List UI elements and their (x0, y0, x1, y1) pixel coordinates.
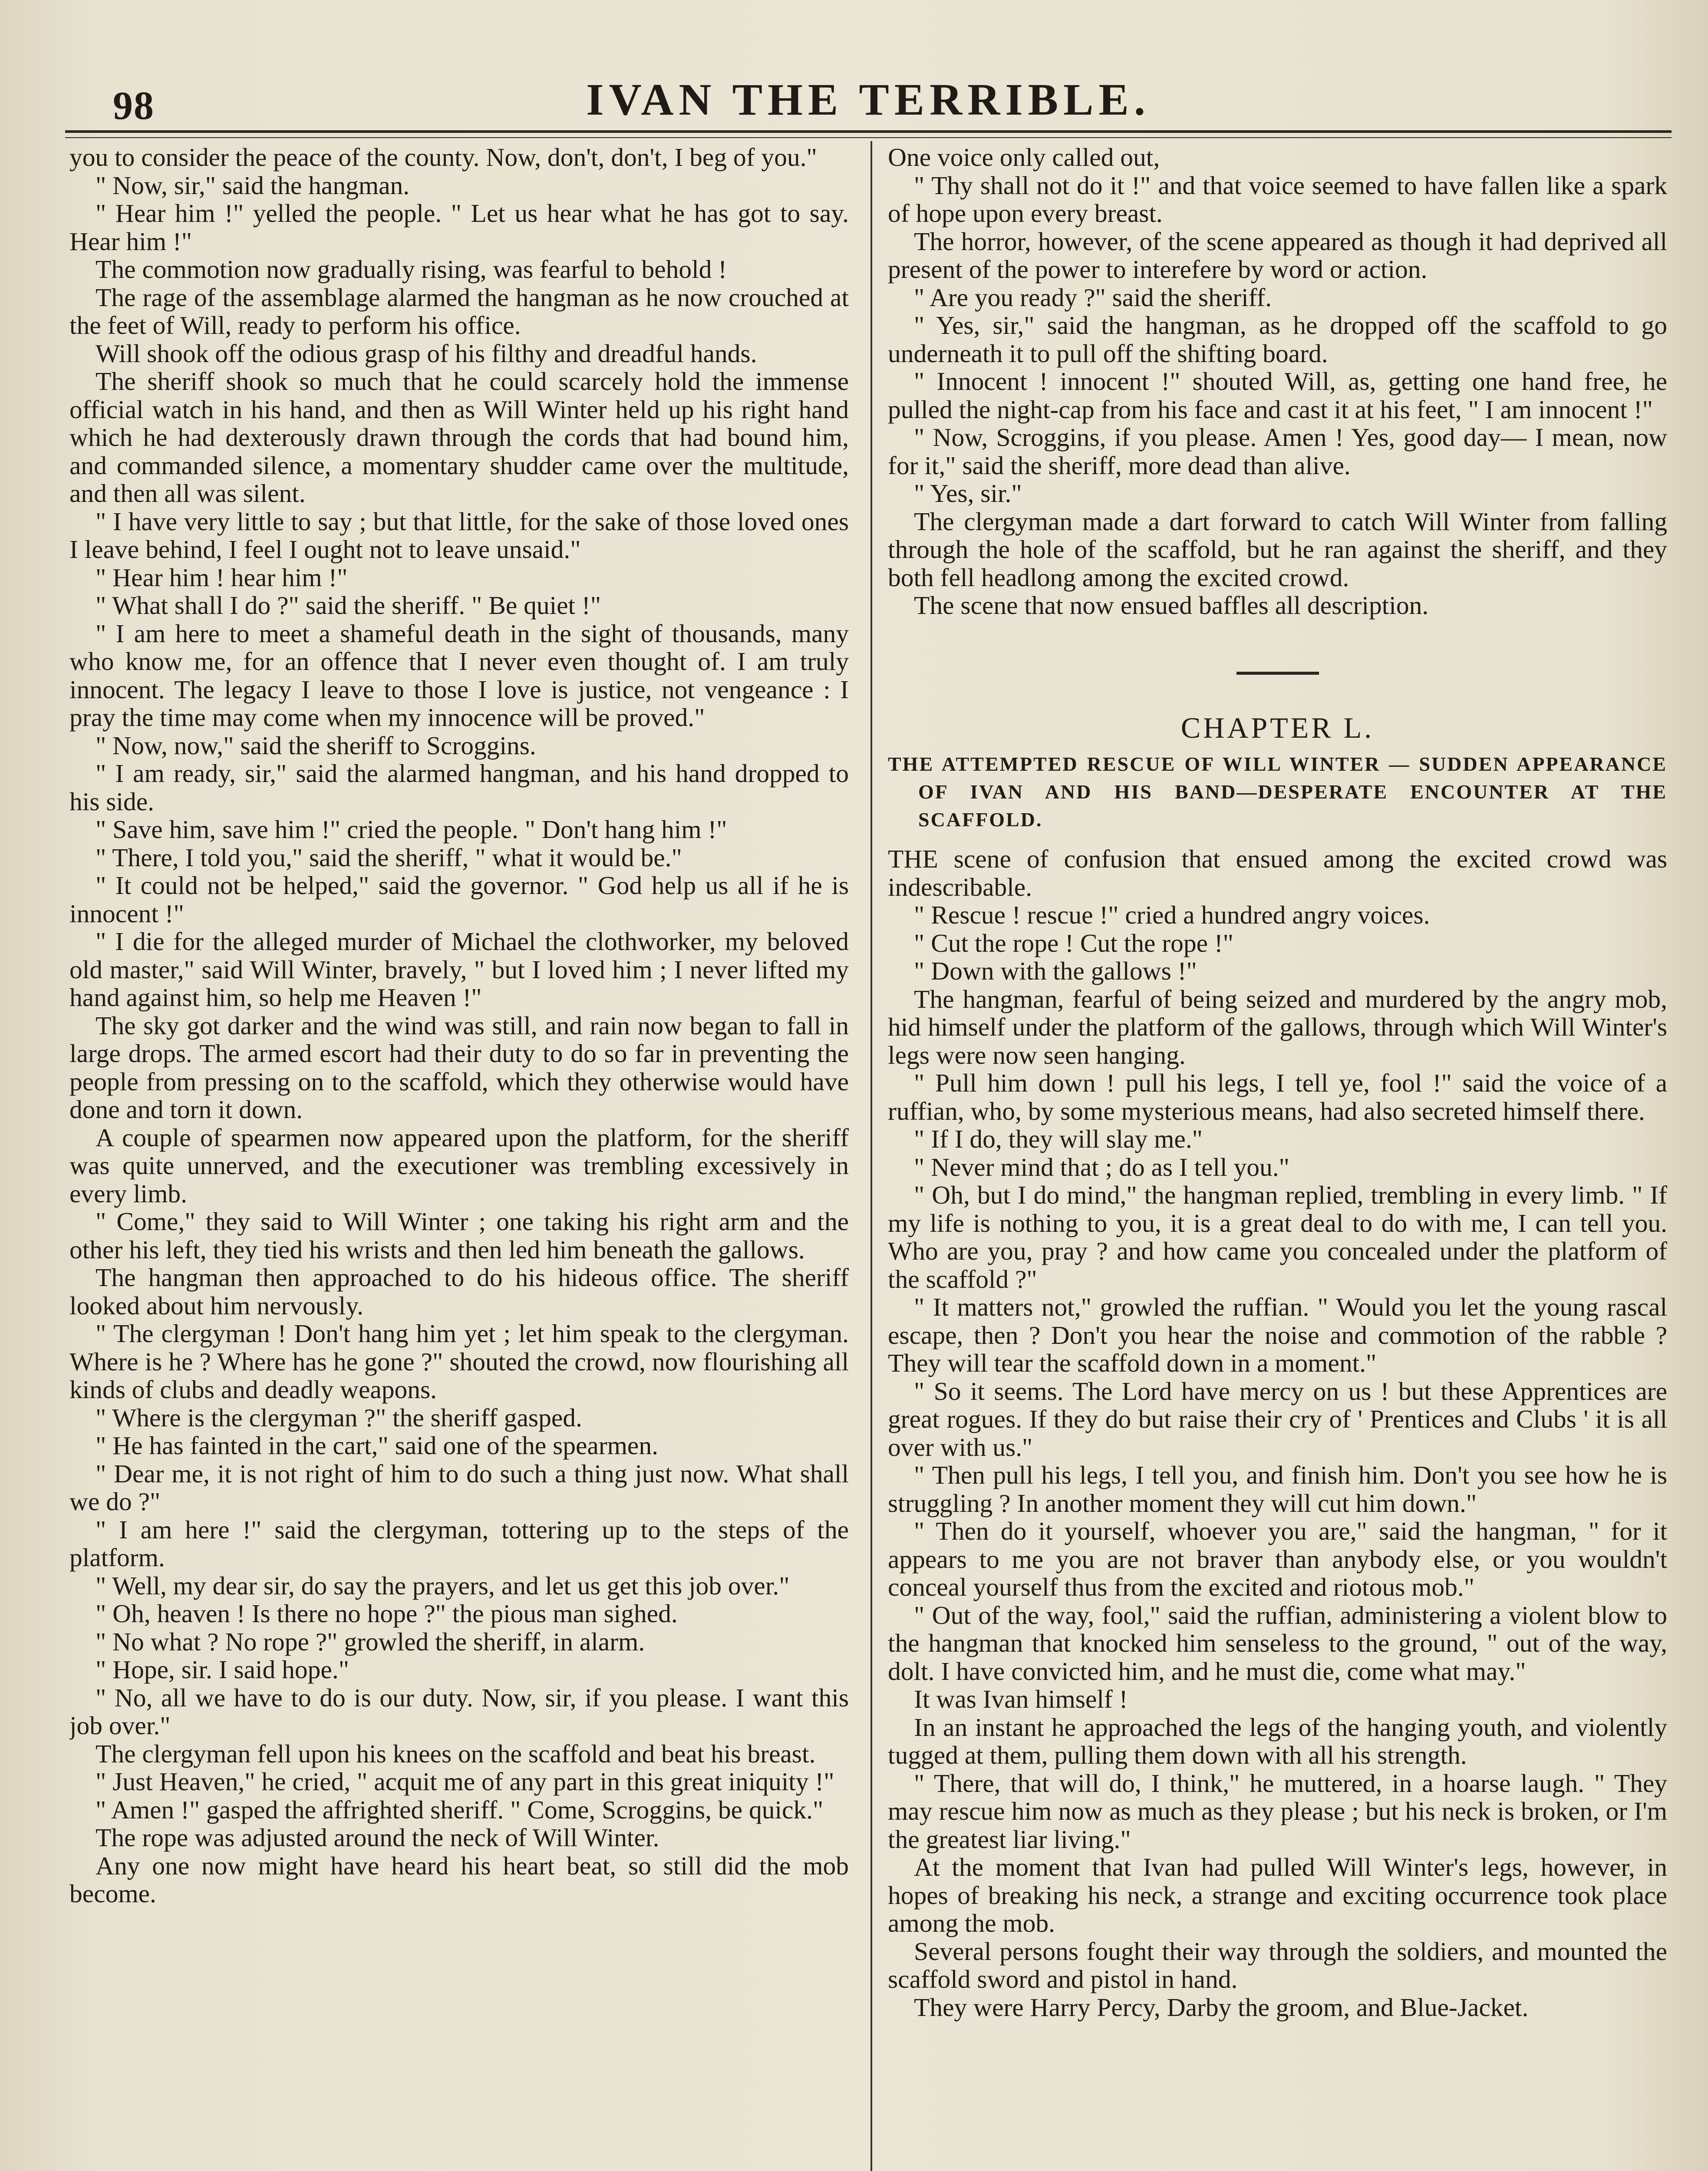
paragraph: " Save him, save him !" cried the people. " Don't hang him !" (96, 815, 727, 844)
paragraph: The commotion now gradually rising, was fearful to behold ! (96, 255, 727, 284)
running-title: IVAN THE TERRIBLE. (586, 75, 1151, 125)
paragraph: " I am ready, sir," said the alarmed hangman, and his hand dropped to his side. (69, 759, 849, 816)
paragraph: " Hear him ! hear him !" (96, 563, 348, 592)
paragraph: The clergyman fell upon his knees on the scaffold and beat his breast. (96, 1739, 816, 1768)
paragraph: " I die for the alleged murder of Michael the clothworker, my beloved old master," said Will Winter, bravely, " but I loved him ; I never lifted my hand against him, so help me Heaven !" (69, 927, 849, 1012)
left-column (69, 143, 849, 2171)
paragraph: " Rescue ! rescue !" cried a hundred angry voices. (914, 901, 1430, 929)
paragraph: " Then do it yourself, whoever you are," said the hangman, " for it appears to me you are not braver than anybody else, or you wouldn't conceal yourself thus from the excited and riotous mob." (888, 1517, 1667, 1601)
paragraph: The sky got darker and the wind was still, and rain now began to fall in large drops. The armed escort had their duty to do so far in preventing the people from pressing on to the scaffold, which they otherwise would have done and torn it down. (69, 1011, 849, 1124)
paragraph: " I am here to meet a shameful death in the sight of thousands, many who know me, for an offence that I never even thought of. I am truly innocent. The legacy I leave to those I love is justice, not vengeance : I pray the time may come when my innocence will be proved." (69, 619, 849, 732)
right-column (888, 143, 1667, 2171)
paragraph: " Where is the clergyman ?" the sheriff gasped. (96, 1403, 582, 1432)
paragraph: " Come," they said to Will Winter ; one taking his right arm and the other his left, they tied his wrists and then led him beneath the gallows. (69, 1207, 849, 1264)
paragraph: " Cut the rope ! Cut the rope !" (914, 928, 1233, 957)
paragraph: " Well, my dear sir, do say the prayers, and let us get this job over." (96, 1571, 790, 1600)
paragraph: " Hope, sir. I said hope." (96, 1655, 349, 1684)
chapter-summary: THE ATTEMPTED RESCUE OF WILL WINTER — SUDDEN APPEARANCE OF IVAN AND HIS BAND—DESPERATE ENCOUNTER AT THE SCAFFOLD. (888, 753, 1667, 831)
paragraph: " Yes, sir," said the hangman, as he dropped off the scaffold to go underneath it to pull off the shifting board. (888, 311, 1667, 368)
paragraph: " What shall I do ?" said the sheriff. " Be quiet !" (96, 591, 601, 620)
paragraph: The scene that now ensued baffles all description. (914, 591, 1429, 620)
paragraph: A couple of spearmen now appeared upon the platform, for the sheriff was quite unnerved, and the executioner was trembling excessively in every limb. (69, 1123, 849, 1208)
paragraph: " Just Heaven," he cried, " acquit me of any part in this great iniquity !" (96, 1767, 834, 1796)
header-rule (65, 130, 1672, 138)
paragraph: " Oh, heaven ! Is there no hope ?" the pious man sighed. (96, 1599, 678, 1628)
paragraph: " Down with the gallows !" (914, 957, 1197, 985)
paragraph: " Oh, but I do mind," the hangman replied, trembling in every limb. " If my life is nothing to you, it is a great deal to do with me, I can tell you. Who are you, pray ? and how came you concealed under the platform of the scaffold ?" (888, 1181, 1667, 1293)
page-number: 98 (113, 83, 155, 128)
column-divider (870, 141, 872, 2171)
paragraph: " I am here !" said the clergyman, tottering up to the steps of the platform. (69, 1515, 849, 1572)
paragraph: you to consider the peace of the county. Now, don't, don't, I beg of you." (69, 143, 817, 172)
chapter-divider-rule (1236, 672, 1319, 675)
paragraph: " I have very little to say ; but that little, for the sake of those loved ones I leave behind, I feel I ought not to leave unsaid." (69, 507, 849, 564)
paragraph: " Pull him down ! pull his legs, I tell ye, fool !" said the voice of a ruffian, who, by some mysterious means, had also secreted himself there. (888, 1069, 1667, 1125)
paragraph: At the moment that Ivan had pulled Will Winter's legs, however, in hopes of breaking his neck, a strange and exciting occurrence took place among the mob. (888, 1853, 1667, 1937)
paragraph: " If I do, they will slay me." (914, 1125, 1203, 1153)
paragraph: One voice only called out, (888, 143, 1160, 172)
paragraph: " Now, now," said the sheriff to Scroggins. (96, 731, 536, 760)
paragraph: In an instant he approached the legs of the hanging youth, and violently tugged at them, pulling them down with all his strength. (888, 1712, 1667, 1769)
paragraph: The hangman, fearful of being seized and murdered by the angry mob, hid himself under the platform of the gallows, through which Will Winter's legs were now seen hanging. (888, 984, 1667, 1069)
paragraph: " Hear him !" yelled the people. " Let us hear what he has got to say. Hear him !" (69, 199, 849, 256)
paragraph: " No, all we have to do is our duty. Now, sir, if you please. I want this job over." (69, 1683, 849, 1740)
paragraph: The horror, however, of the scene appeared as though it had deprived all present of the power to interefere by word or action. (888, 227, 1667, 284)
paragraph: " There, that will do, I think," he muttered, in a hoarse laugh. " They may rescue him now as much as they please ; but his neck is broken, or I'm the greatest liar living." (888, 1768, 1667, 1854)
paragraph: " No what ? No rope ?" growled the sheriff, in alarm. (96, 1627, 645, 1656)
page-header (65, 65, 1672, 126)
paragraph: " Yes, sir." (914, 479, 1022, 508)
paragraph: " Dear me, it is not right of him to do such a thing just now. What shall we do ?" (69, 1459, 849, 1516)
paragraph: " Now, Scroggins, if you please. Amen ! Yes, good day— I mean, now for it," said the sheriff, more dead than alive. (888, 423, 1667, 480)
paragraph: Will shook off the odious grasp of his filthy and dreadful hands. (96, 339, 757, 368)
paragraph: The clergyman made a dart forward to catch Will Winter from falling through the hole of the scaffold, but he ran against the sheriff, and they both fell headlong among the excited crowd. (888, 507, 1667, 592)
paragraph: " Innocent ! innocent !" shouted Will, as, getting one hand free, he pulled the night-cap from his face and cast it at his feet, " I am innocent !" (888, 367, 1667, 424)
paragraph: " He has fainted in the cart," said one of the spearmen. (96, 1431, 658, 1460)
paragraph: " It matters not," growled the ruffian. " Would you let the young rascal escape, then ? Don't you hear the noise and commotion of the rabble ? They will tear the scaffold down in a moment." (888, 1293, 1667, 1377)
paragraph: " Then pull his legs, I tell you, and finish him. Don't you see how he is struggling ? In another moment they will cut him down." (888, 1461, 1667, 1518)
paragraph: Several persons fought their way through the soldiers, and mounted the scaffold sword and pistol in hand. (888, 1937, 1667, 1993)
right-column-bottom-text (888, 845, 1667, 2021)
paragraph: It was Ivan himself ! (914, 1685, 1128, 1713)
paragraph: " There, I told you," said the sheriff, " what it would be." (96, 843, 682, 872)
paragraph: The hangman then approached to do his hideous office. The sheriff looked about him nervously. (69, 1263, 849, 1320)
paragraph: " Now, sir," said the hangman. (96, 171, 410, 200)
paragraph: " Thy shall not do it !" and that voice seemed to have fallen like a spark of hope upon every breast. (888, 171, 1667, 228)
paragraph: " Are you ready ?" said the sheriff. (914, 283, 1272, 312)
paragraph: The rope was adjusted around the neck of Will Winter. (96, 1823, 659, 1852)
right-column-top-text (888, 143, 1667, 620)
paragraph: " So it seems. The Lord have mercy on us ! but these Apprentices are great rogues. If they do but raise their cry of ' Prentices and Clubs ' it is all over with us." (888, 1376, 1667, 1462)
chapter-title: CHAPTER L. (1180, 711, 1375, 744)
paragraph: Any one now might have heard his heart beat, so still did the mob become. (69, 1851, 849, 1908)
paragraph: " Amen !" gasped the affrighted sheriff. " Come, Scroggins, be quick." (96, 1795, 824, 1824)
paragraph: " Never mind that ; do as I tell you." (914, 1152, 1289, 1181)
paragraph: " It could not be helped," said the governor. " God help us all if he is innocent !" (69, 871, 849, 928)
paragraph: THE scene of confusion that ensued among the excited crowd was indescribable. (888, 845, 1667, 901)
paragraph: " Out of the way, fool," said the ruffian, administering a violent blow to the hangman that knocked him senseless to the ground, " out of the way, dolt. I have convicted him, and he must die, come what may." (888, 1600, 1667, 1686)
paragraph: The rage of the assemblage alarmed the hangman as he now crouched at the feet of Will, ready to perform his office. (69, 283, 849, 340)
paragraph: " The clergyman ! Don't hang him yet ; let him speak to the clergyman. Where is he ? Where has he gone ?" shouted the crowd, now flourishing all kinds of clubs and deadly weapons. (69, 1319, 849, 1404)
paragraph: The sheriff shook so much that he could scarcely hold the immense official watch in his hand, and then as Will Winter held up his right hand which he had dexterously drawn through the cords that had bound him, and commanded silence, a momentary shudder came over the multitude, and then all was silent. (69, 367, 849, 508)
paragraph: They were Harry Percy, Darby the groom, and Blue-Jacket. (914, 1993, 1529, 2022)
